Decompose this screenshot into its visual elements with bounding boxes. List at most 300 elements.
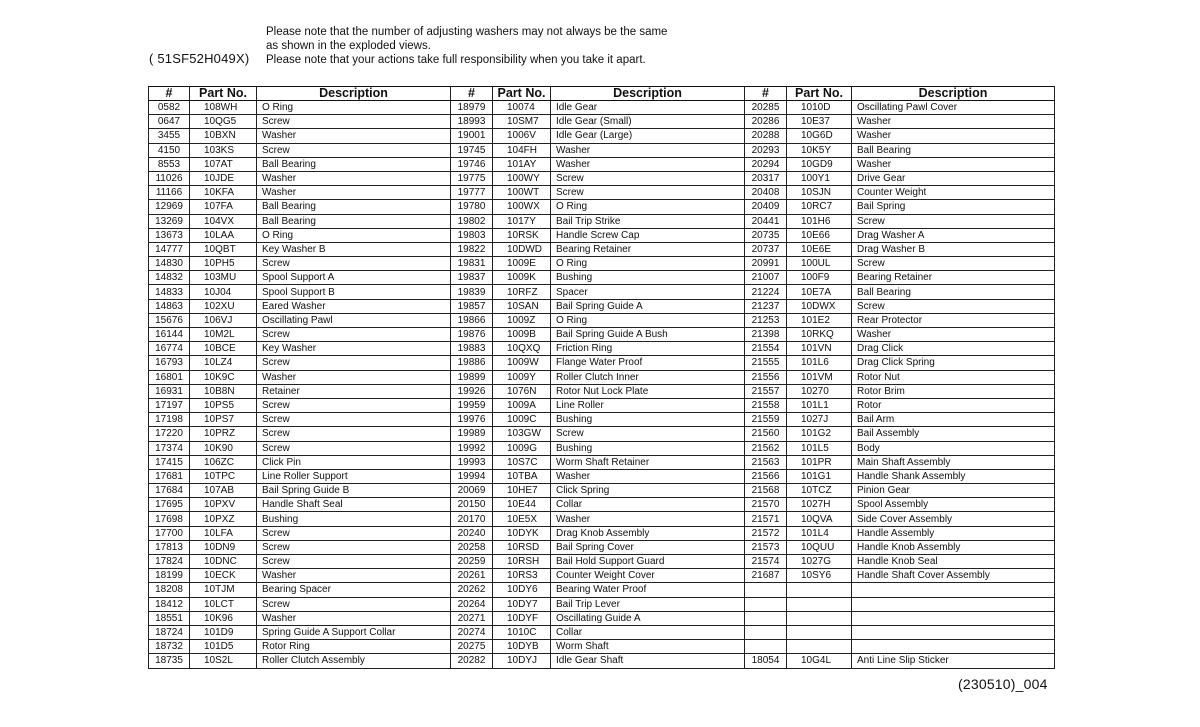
part-number-cell: 21568 [745,484,787,498]
part-no-cell [787,611,852,625]
table-row [149,200,1055,214]
description-cell: Screw [257,356,451,370]
table-row [149,398,1055,412]
part-no-cell: 103KS [190,143,257,157]
table-row [149,271,1055,285]
part-number-cell: 14832 [149,271,190,285]
part-number-cell: 18732 [149,640,190,654]
part-number-cell: 16801 [149,370,190,384]
part-number-cell: 17220 [149,427,190,441]
description-cell: Washer [257,370,451,384]
part-no-cell: 10QG5 [190,115,257,129]
part-no-cell: 1009K [493,271,551,285]
part-number-cell: 21573 [745,540,787,554]
part-number-cell: 18412 [149,597,190,611]
part-no-cell: 1009B [493,328,551,342]
description-cell: Bail Spring Guide B [257,484,451,498]
part-no-cell: 10S7C [493,455,551,469]
description-cell: Screw [551,171,745,185]
description-cell: Bushing [551,441,745,455]
part-no-cell: 107FA [190,200,257,214]
part-number-cell: 21237 [745,299,787,313]
part-number-cell: 19775 [451,171,493,185]
part-no-cell: 10RFZ [493,285,551,299]
description-cell: Rear Protector [852,313,1055,327]
part-no-cell: 10M2L [190,328,257,342]
part-number-cell: 0647 [149,115,190,129]
description-cell: Eared Washer [257,299,451,313]
part-no-cell: 10074 [493,101,551,115]
part-number-cell: 19876 [451,328,493,342]
header-row [149,87,1055,101]
description-cell: Click Pin [257,455,451,469]
part-number-cell: 20288 [745,129,787,143]
part-number-cell: 19777 [451,186,493,200]
description-cell: Screw [852,299,1055,313]
part-number-cell: 19989 [451,427,493,441]
note-line-2: as shown in the exploded views. [266,40,431,52]
part-number-cell: 21253 [745,313,787,327]
table-row [149,328,1055,342]
description-cell: Spool Support A [257,271,451,285]
part-number-cell: 21559 [745,413,787,427]
description-cell: Screw [257,526,451,540]
part-no-cell: 1009E [493,257,551,271]
table-row [149,384,1055,398]
table-row [149,569,1055,583]
table-row [149,285,1055,299]
part-no-cell: 101L1 [787,398,852,412]
part-no-cell: 103GW [493,427,551,441]
header-number: # [745,87,787,101]
description-cell: Drag Click [852,342,1055,356]
description-cell: Screw [257,413,451,427]
part-number-cell: 14777 [149,242,190,256]
description-cell: Anti Line Slip Sticker [852,654,1055,668]
table-row [149,370,1055,384]
description-cell: Friction Ring [551,342,745,356]
part-number-cell: 21224 [745,285,787,299]
part-no-cell: 10QVA [787,512,852,526]
description-cell: Screw [551,427,745,441]
part-no-cell: 103MU [190,271,257,285]
description-cell [852,640,1055,654]
table-row [149,242,1055,256]
part-no-cell: 10J04 [190,285,257,299]
part-number-cell: 11166 [149,186,190,200]
part-number-cell: 20408 [745,186,787,200]
part-number-cell: 19976 [451,413,493,427]
table-row [149,597,1055,611]
part-no-cell [787,625,852,639]
table-row [149,342,1055,356]
part-no-cell: 10SM7 [493,115,551,129]
part-no-cell: 10LAA [190,228,257,242]
part-no-cell: 10K96 [190,611,257,625]
part-no-cell: 107AB [190,484,257,498]
description-cell: Side Cover Assembly [852,512,1055,526]
part-number-cell: 20737 [745,242,787,256]
description-cell: Oscillating Pawl Cover [852,101,1055,115]
part-number-cell: 19745 [451,143,493,157]
part-number-cell: 19883 [451,342,493,356]
table-row [149,171,1055,185]
part-no-cell: 1009A [493,398,551,412]
part-number-cell: 18054 [745,654,787,668]
description-cell: Main Shaft Assembly [852,455,1055,469]
part-no-cell: 101G1 [787,469,852,483]
part-number-cell: 20271 [451,611,493,625]
description-cell: Handle Knob Seal [852,555,1055,569]
description-cell: Click Spring [551,484,745,498]
part-number-cell: 16793 [149,356,190,370]
table-row [149,526,1055,540]
description-cell: Screw [257,441,451,455]
part-no-cell: 10270 [787,384,852,398]
part-number-cell: 18551 [149,611,190,625]
description-cell: Washer [257,171,451,185]
table-row [149,512,1055,526]
part-no-cell: 10QXQ [493,342,551,356]
part-no-cell: 104FH [493,143,551,157]
description-cell: Ball Bearing [257,157,451,171]
description-cell: Retainer [257,384,451,398]
description-cell: Line Roller [551,398,745,412]
part-no-cell: 10E66 [787,228,852,242]
description-cell: Rotor Nut Lock Plate [551,384,745,398]
part-number-cell: 16774 [149,342,190,356]
part-number-cell: 19926 [451,384,493,398]
description-cell: Bail Spring Guide A [551,299,745,313]
part-number-cell: 19992 [451,441,493,455]
part-number-cell: 20264 [451,597,493,611]
description-cell: Handle Assembly [852,526,1055,540]
part-number-cell: 16931 [149,384,190,398]
part-number-cell: 19839 [451,285,493,299]
part-no-cell: 10KFA [190,186,257,200]
part-number-cell: 13269 [149,214,190,228]
part-no-cell: 1076N [493,384,551,398]
part-no-cell: 10TBA [493,469,551,483]
part-number-cell: 21560 [745,427,787,441]
description-cell: Screw [551,186,745,200]
description-cell: Washer [257,186,451,200]
description-cell: Bail Hold Support Guard [551,555,745,569]
part-no-cell: 10RSK [493,228,551,242]
part-number-cell [745,583,787,597]
part-no-cell: 101H6 [787,214,852,228]
table-row [149,583,1055,597]
part-no-cell: 10PS5 [190,398,257,412]
part-no-cell: 10K9C [190,370,257,384]
part-number-cell: 19837 [451,271,493,285]
part-no-cell: 101L4 [787,526,852,540]
part-no-cell: 10DY6 [493,583,551,597]
table-row [149,484,1055,498]
part-number-cell: 21557 [745,384,787,398]
part-number-cell [745,625,787,639]
part-no-cell: 10GD9 [787,157,852,171]
description-cell: Rotor Ring [257,640,451,654]
part-no-cell: 10DN9 [190,540,257,554]
part-number-cell: 17695 [149,498,190,512]
note-line-1: Please note that the number of adjusting washers may not always be the same [266,26,668,38]
part-number-cell: 21558 [745,398,787,412]
table-row [149,455,1055,469]
description-cell: Washer [551,157,745,171]
part-no-cell: 10DYB [493,640,551,654]
description-cell: Screw [257,427,451,441]
part-number-cell: 14830 [149,257,190,271]
description-cell: Bail Spring [852,200,1055,214]
description-cell: Screw [852,257,1055,271]
table-row [149,214,1055,228]
part-number-cell: 17198 [149,413,190,427]
part-no-cell: 10JDE [190,171,257,185]
part-number-cell: 17681 [149,469,190,483]
part-number-cell: 17700 [149,526,190,540]
part-no-cell: 100WY [493,171,551,185]
part-number-cell: 20282 [451,654,493,668]
description-cell: Screw [257,597,451,611]
description-cell: Screw [257,115,451,129]
parts-table [148,86,1055,669]
description-cell: Drive Gear [852,171,1055,185]
description-cell: Ball Bearing [257,214,451,228]
part-no-cell: 10HE7 [493,484,551,498]
table-row [149,157,1055,171]
table-row [149,427,1055,441]
part-number-cell [745,611,787,625]
table-row [149,625,1055,639]
description-cell: Flange Water Proof [551,356,745,370]
part-no-cell: 10E37 [787,115,852,129]
part-number-cell: 18993 [451,115,493,129]
description-cell: Bail Trip Lever [551,597,745,611]
part-number-cell: 20170 [451,512,493,526]
description-cell: Handle Screw Cap [551,228,745,242]
part-no-cell: 10BXN [190,129,257,143]
part-number-cell: 21572 [745,526,787,540]
part-no-cell: 101PR [787,455,852,469]
description-cell: Bail Trip Strike [551,214,745,228]
table-row [149,540,1055,554]
part-number-cell: 19831 [451,257,493,271]
header-part-no: Part No. [493,87,551,101]
description-cell: Counter Weight [852,186,1055,200]
part-number-cell: 19899 [451,370,493,384]
description-cell: Idle Gear [551,101,745,115]
part-number-cell: 17197 [149,398,190,412]
part-number-cell: 20991 [745,257,787,271]
part-no-cell: 10DY7 [493,597,551,611]
table-row [149,143,1055,157]
part-number-cell: 20150 [451,498,493,512]
description-cell: Spool Support B [257,285,451,299]
description-cell: Ball Bearing [257,200,451,214]
parts-table-body [149,101,1055,669]
part-no-cell: 10LZ4 [190,356,257,370]
description-cell: Idle Gear (Large) [551,129,745,143]
description-cell: Spacer [551,285,745,299]
part-number-cell: 20294 [745,157,787,171]
part-no-cell: 101G2 [787,427,852,441]
part-no-cell: 108WH [190,101,257,115]
part-no-cell: 10ECK [190,569,257,583]
header-number: # [149,87,190,101]
description-cell: Idle Gear (Small) [551,115,745,129]
part-no-cell: 10QUU [787,540,852,554]
description-cell: Drag Washer B [852,242,1055,256]
part-number-cell: 12969 [149,200,190,214]
part-no-cell: 10DNC [190,555,257,569]
part-no-cell: 1027H [787,498,852,512]
description-cell: Washer [852,129,1055,143]
description-cell [852,611,1055,625]
description-cell: Line Roller Support [257,469,451,483]
part-no-cell: 10QBT [190,242,257,256]
part-number-cell: 3455 [149,129,190,143]
part-number-cell: 20275 [451,640,493,654]
part-no-cell: 10PH5 [190,257,257,271]
part-number-cell: 19959 [451,398,493,412]
description-cell: Roller Clutch Inner [551,370,745,384]
part-no-cell: 107AT [190,157,257,171]
part-no-cell: 10PXV [190,498,257,512]
description-cell: Handle Shaft Cover Assembly [852,569,1055,583]
part-number-cell: 21571 [745,512,787,526]
description-cell: Bushing [551,271,745,285]
part-no-cell: 1010C [493,625,551,639]
part-number-cell: 0582 [149,101,190,115]
part-number-cell: 14833 [149,285,190,299]
part-no-cell [787,583,852,597]
table-row [149,498,1055,512]
part-number-cell: 21555 [745,356,787,370]
part-number-cell: 19001 [451,129,493,143]
part-number-cell: 18208 [149,583,190,597]
part-number-cell: 20258 [451,540,493,554]
part-no-cell: 10BCE [190,342,257,356]
part-no-cell: 101E2 [787,313,852,327]
description-cell: Collar [551,625,745,639]
part-no-cell: 1009Y [493,370,551,384]
description-cell: Drag Click Spring [852,356,1055,370]
description-cell: Washer [852,157,1055,171]
description-cell: Screw [257,555,451,569]
description-cell: Bearing Water Proof [551,583,745,597]
part-no-cell: 10PXZ [190,512,257,526]
table-row [149,654,1055,668]
table-row [149,313,1055,327]
part-number-cell: 21007 [745,271,787,285]
part-no-cell: 10K5Y [787,143,852,157]
part-no-cell: 10TJM [190,583,257,597]
part-number-cell: 21554 [745,342,787,356]
description-cell: Screw [257,540,451,554]
description-cell: Roller Clutch Assembly [257,654,451,668]
description-cell [852,597,1055,611]
table-row [149,101,1055,115]
part-no-cell: 100UL [787,257,852,271]
table-row [149,640,1055,654]
part-no-cell: 100WT [493,186,551,200]
description-cell: Rotor Nut [852,370,1055,384]
description-cell: Key Washer [257,342,451,356]
part-no-cell: 1017Y [493,214,551,228]
description-cell: Body [852,441,1055,455]
description-cell: Key Washer B [257,242,451,256]
part-no-cell: 106VJ [190,313,257,327]
description-cell: O Ring [551,200,745,214]
part-number-cell: 17684 [149,484,190,498]
part-number-cell: 19822 [451,242,493,256]
table-row [149,228,1055,242]
part-no-cell: 1006V [493,129,551,143]
header-description: Description [551,87,745,101]
part-number-cell: 16144 [149,328,190,342]
description-cell: Bail Assembly [852,427,1055,441]
description-cell: O Ring [551,313,745,327]
part-number-cell: 21570 [745,498,787,512]
part-no-cell: 101D5 [190,640,257,654]
part-number-cell: 20259 [451,555,493,569]
part-no-cell: 1009W [493,356,551,370]
description-cell [852,583,1055,597]
description-cell: Bushing [551,413,745,427]
description-cell: Screw [257,143,451,157]
part-no-cell: 101VM [787,370,852,384]
table-row [149,611,1055,625]
part-number-cell: 19994 [451,469,493,483]
table-row [149,115,1055,129]
part-number-cell: 20441 [745,214,787,228]
part-number-cell: 21563 [745,455,787,469]
description-cell: Collar [551,498,745,512]
part-number-cell: 19780 [451,200,493,214]
description-cell: Drag Knob Assembly [551,526,745,540]
part-number-cell: 20409 [745,200,787,214]
part-number-cell: 21562 [745,441,787,455]
description-cell: O Ring [257,101,451,115]
part-no-cell: 10RS3 [493,569,551,583]
part-number-cell: 13673 [149,228,190,242]
part-number-cell: 20735 [745,228,787,242]
description-cell: Oscillating Guide A [551,611,745,625]
part-no-cell: 1010D [787,101,852,115]
description-cell: O Ring [551,257,745,271]
table-row [149,413,1055,427]
note-line-3: Please note that your actions take full responsibility when you take it apart. [266,54,646,66]
part-no-cell: 10DWX [787,299,852,313]
description-cell: Handle Shank Assembly [852,469,1055,483]
part-no-cell: 100WX [493,200,551,214]
description-cell: Counter Weight Cover [551,569,745,583]
part-number-cell: 20274 [451,625,493,639]
part-number-cell: 20293 [745,143,787,157]
footer-code: (230510)_004 [958,676,1048,692]
part-number-cell: 18735 [149,654,190,668]
description-cell: Washer [852,115,1055,129]
part-no-cell: 1027G [787,555,852,569]
description-cell: Screw [257,328,451,342]
description-cell: Washer [257,611,451,625]
part-no-cell: 106ZC [190,455,257,469]
table-row [149,257,1055,271]
description-cell: Worm Shaft Retainer [551,455,745,469]
description-cell: Washer [551,143,745,157]
description-cell [852,625,1055,639]
